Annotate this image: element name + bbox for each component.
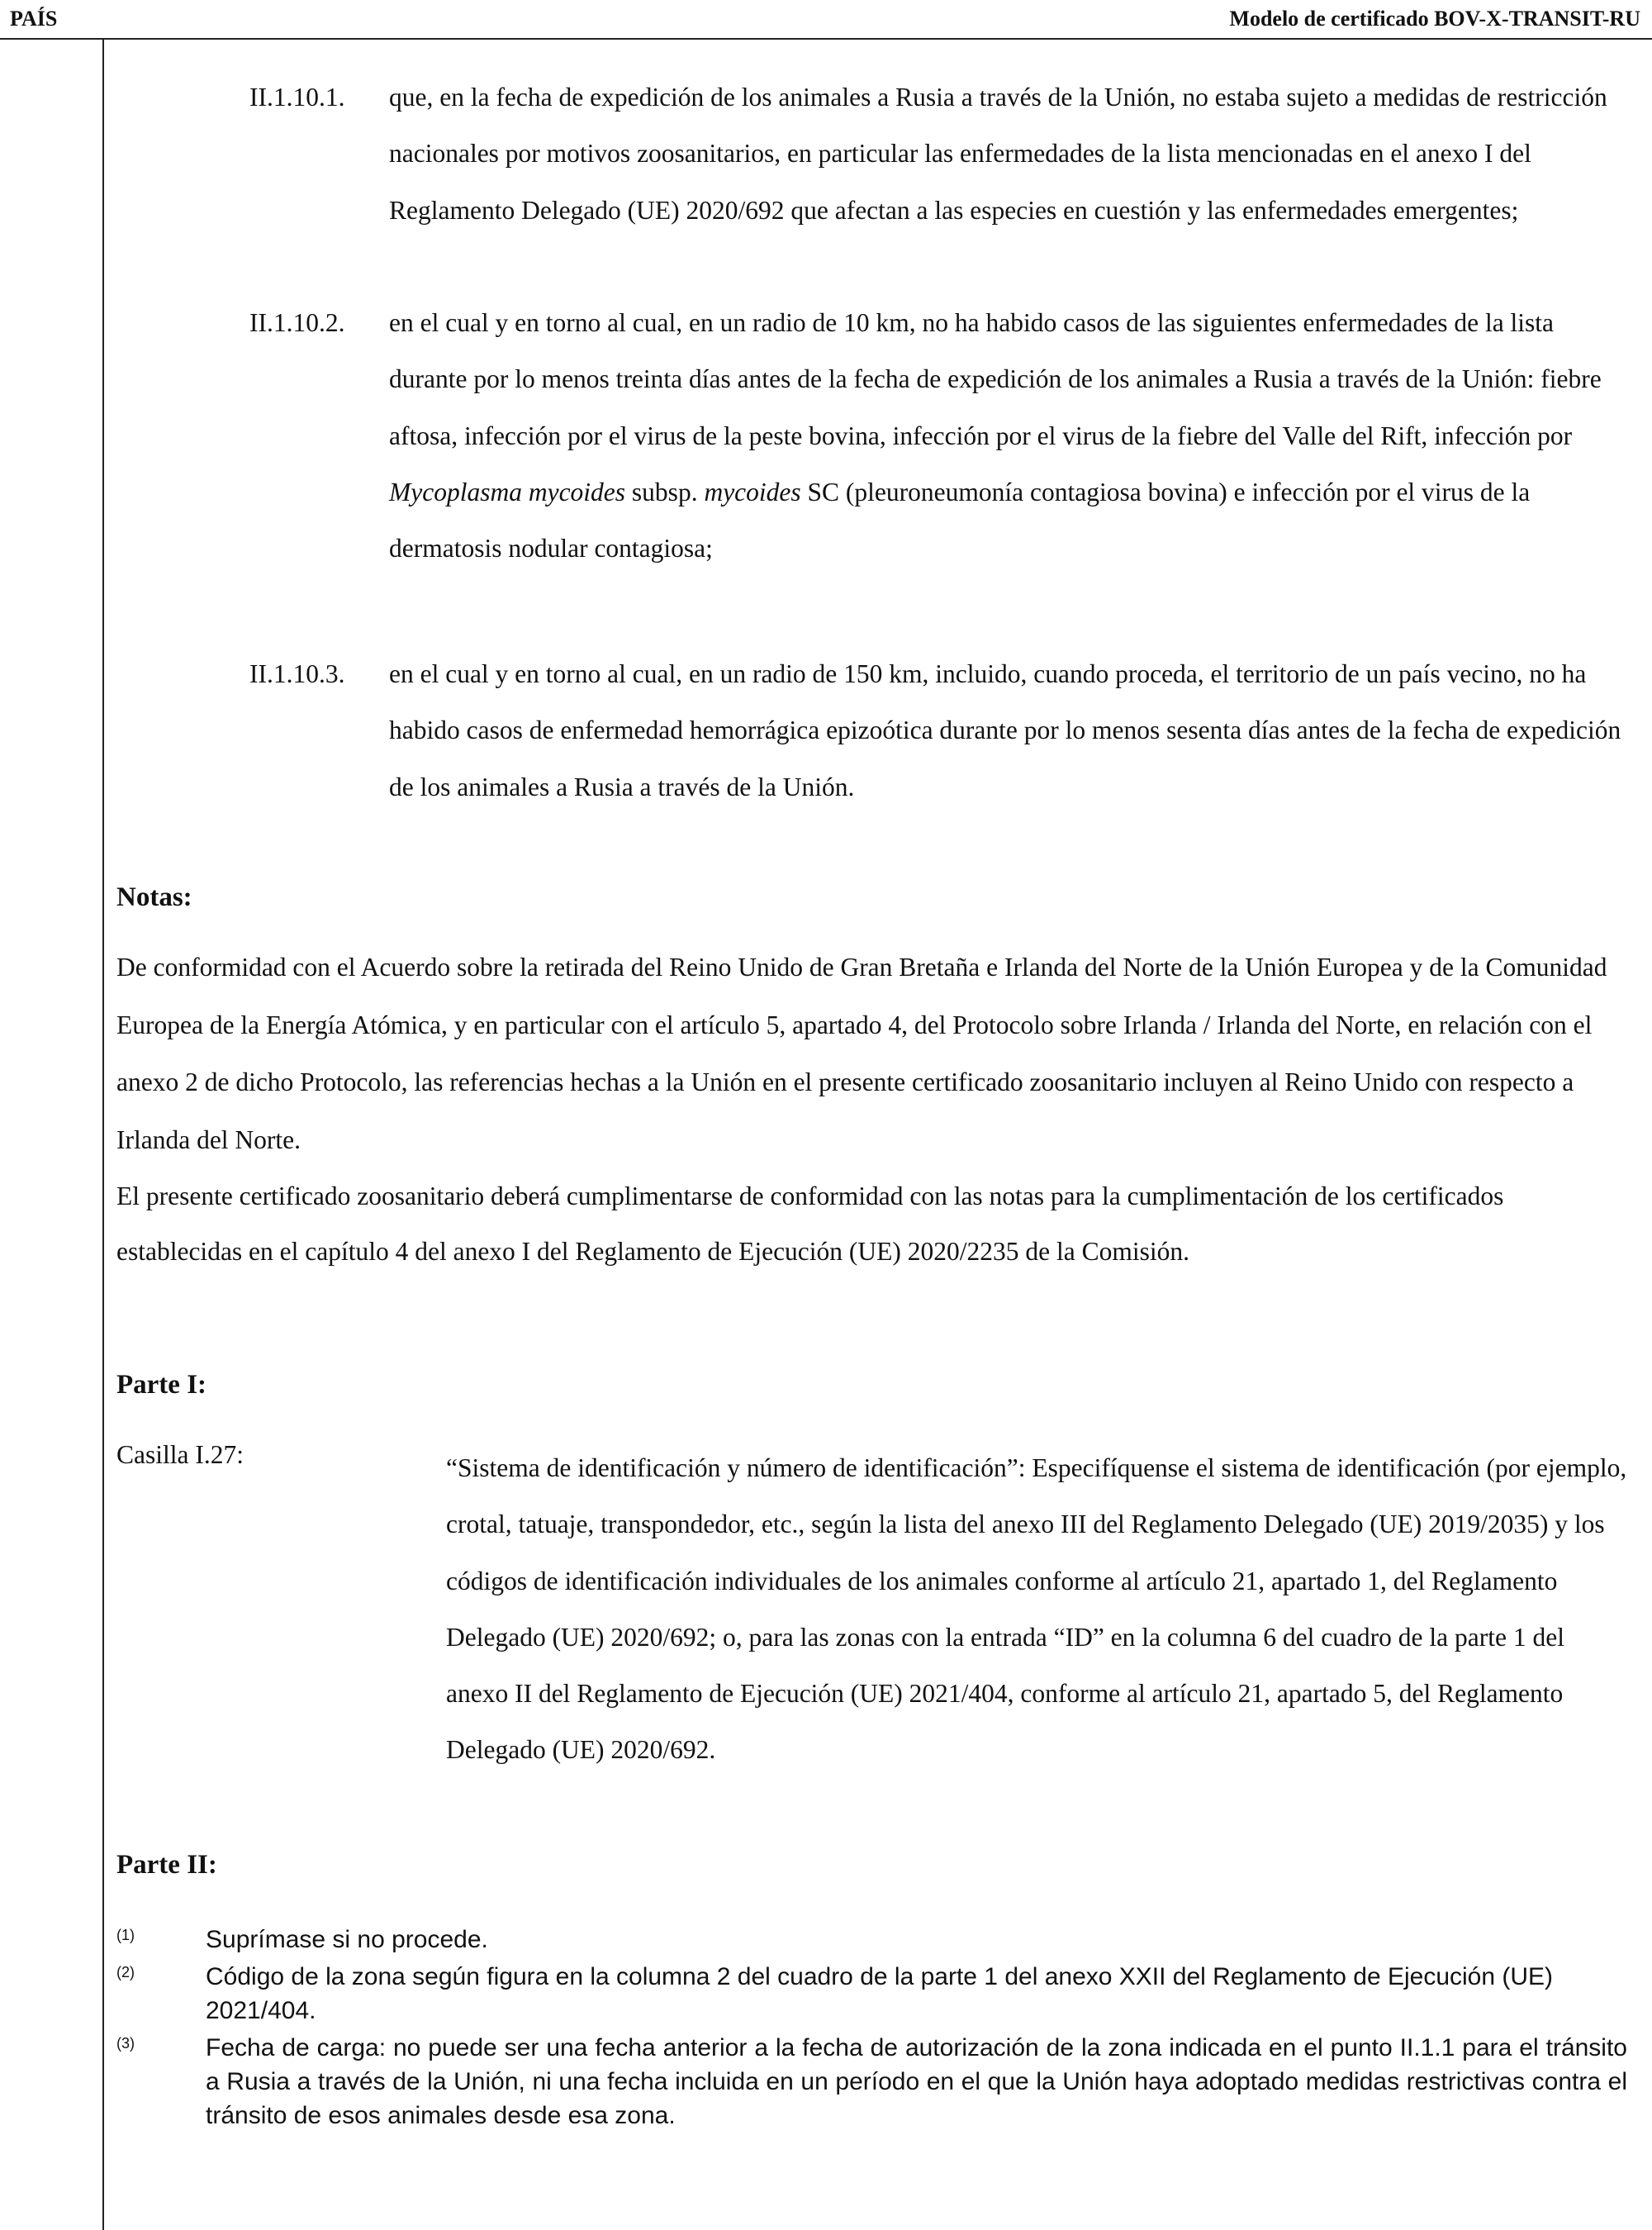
subspecies-name-italic: mycoides [704, 477, 801, 506]
footnote-text: Fecha de carga: no puede ser una fecha anterior a la fecha de autorización de la zona indicada en el punto II.1.1 para el tránsito a Rusia a través de la Unión, ni una fecha incluida en un período en el que la Unión haya adoptado medidas restrictivas contra el tránsito de esos animales desde esa zona. [206, 2034, 1627, 2129]
parte-ii-heading: Parte II: [116, 1850, 217, 1880]
footnote-text: Código de la zona según figura en la columna 2 del cuadro de la parte 1 del anexo XXII del Reglamento de Ejecución (UE) 2021/404. [206, 1963, 1554, 2024]
clause-text-part: SC (pleuroneumonía contagiosa bovina) e infección por el virus de la dermatosis nodular contagiosa; [389, 477, 1531, 563]
notas-paragraph-2: El presente certificado zoosanitario deberá cumplimentarse de conformidad con las notas para la cumplimentación de los certificados establecidas en el capítulo 4 del anexo I del Reglamento de Ejecución (UE) 2020/2235 de la Comisión. [116, 1182, 1504, 1267]
clause-text-part: subsp. [625, 477, 705, 506]
header-divider [0, 38, 1652, 40]
species-name-italic: Mycoplasma mycoides [389, 477, 626, 506]
footnote-3 [0, 2031, 1652, 2133]
casilla-label: Casilla I.27: [116, 1440, 244, 1469]
clause-text: que, en la fecha de expedición de los animales a Rusia a través de la Unión, no estaba sujeto a medidas de restricción nacionales por motivos zoosanitarios, en particular las enfermedades de la lista mencionadas en el anexo I del Reglamento Delegado (UE) 2020/692 que afectan a las especies en cuestión y las enfermedades emergentes; [389, 83, 1607, 225]
footnote-marker: (2) [116, 1964, 135, 1980]
footnote-text: Suprímase si no procede. [206, 1926, 488, 1953]
footnote-1 [0, 1923, 1652, 1957]
casilla-description: “Sistema de identificación y número de identificación”: Especifíquense el sistema de identificación (por ejemplo, crotal, tatuaje, transpondedor, etc., según la lista del anexo III del Reglamento Delegado (UE) 2019/2035) y los códigos de identificación individuales de los animales conforme al artículo 21, apartado 1, del Reglamento Delegado (UE) 2020/692; o, para las zonas con la entrada “ID” en la columna 6 del cuadro de la parte 1 del anexo II del Reglamento de Ejecución (UE) 2021/404, conforme al artículo 21, apartado 5, del Reglamento Delegado (UE) 2020/692. [446, 1453, 1627, 1765]
clause-ii-1-10-2 [0, 295, 1652, 577]
clause-number: II.1.10.1. [249, 83, 345, 112]
clause-ii-1-10-1 [0, 69, 1652, 239]
footnote-marker: (1) [116, 1927, 135, 1943]
clause-text-part: en el cual y en torno al cual, en un radio de 10 km, no ha habido casos de las siguientes enfermedades de la lista durante por lo menos treinta días antes de la fecha de expedición de los animales a Rusia a través de la Unión: fiebre aftosa, infección por el virus de la peste bovina, infección por el virus de la fiebre del Valle del Rift, infección por [389, 308, 1602, 450]
header-country-label: PAÍS [10, 7, 58, 31]
footnote-marker: (3) [116, 2035, 135, 2052]
clause-number: II.1.10.2. [249, 308, 345, 337]
clause-text: en el cual y en torno al cual, en un radio de 150 km, incluido, cuando proceda, el territorio de un país vecino, no ha habido casos de enfermedad hemorrágica epizoótica durante por lo menos sesenta días antes de la fecha de expedición de los animales a Rusia a través de la Unión. [389, 659, 1621, 801]
footnote-2 [0, 1960, 1652, 2028]
parte-i-heading: Parte I: [116, 1370, 207, 1400]
header-model-title: Modelo de certificado BOV-X-TRANSIT-RU [1229, 7, 1640, 31]
clause-ii-1-10-3 [0, 646, 1652, 815]
notas-paragraph-1: De conformidad con el Acuerdo sobre la retirada del Reino Unido de Gran Bretaña e Irlanda del Norte de la Unión Europea y de la Comunidad Europea de la Energía Atómica, y en particular con el artículo 5, apartado 4, del Protocolo sobre Irlanda / Irlanda del Norte, en relación con el anexo 2 de dicho Protocolo, las referencias hechas a la Unión en el presente certificado zoosanitario incluyen al Reino Unido con respecto a Irlanda del Norte. [116, 953, 1607, 1154]
notas-heading: Notas: [116, 882, 192, 912]
clause-number: II.1.10.3. [249, 659, 345, 688]
clause-text [389, 295, 1629, 577]
